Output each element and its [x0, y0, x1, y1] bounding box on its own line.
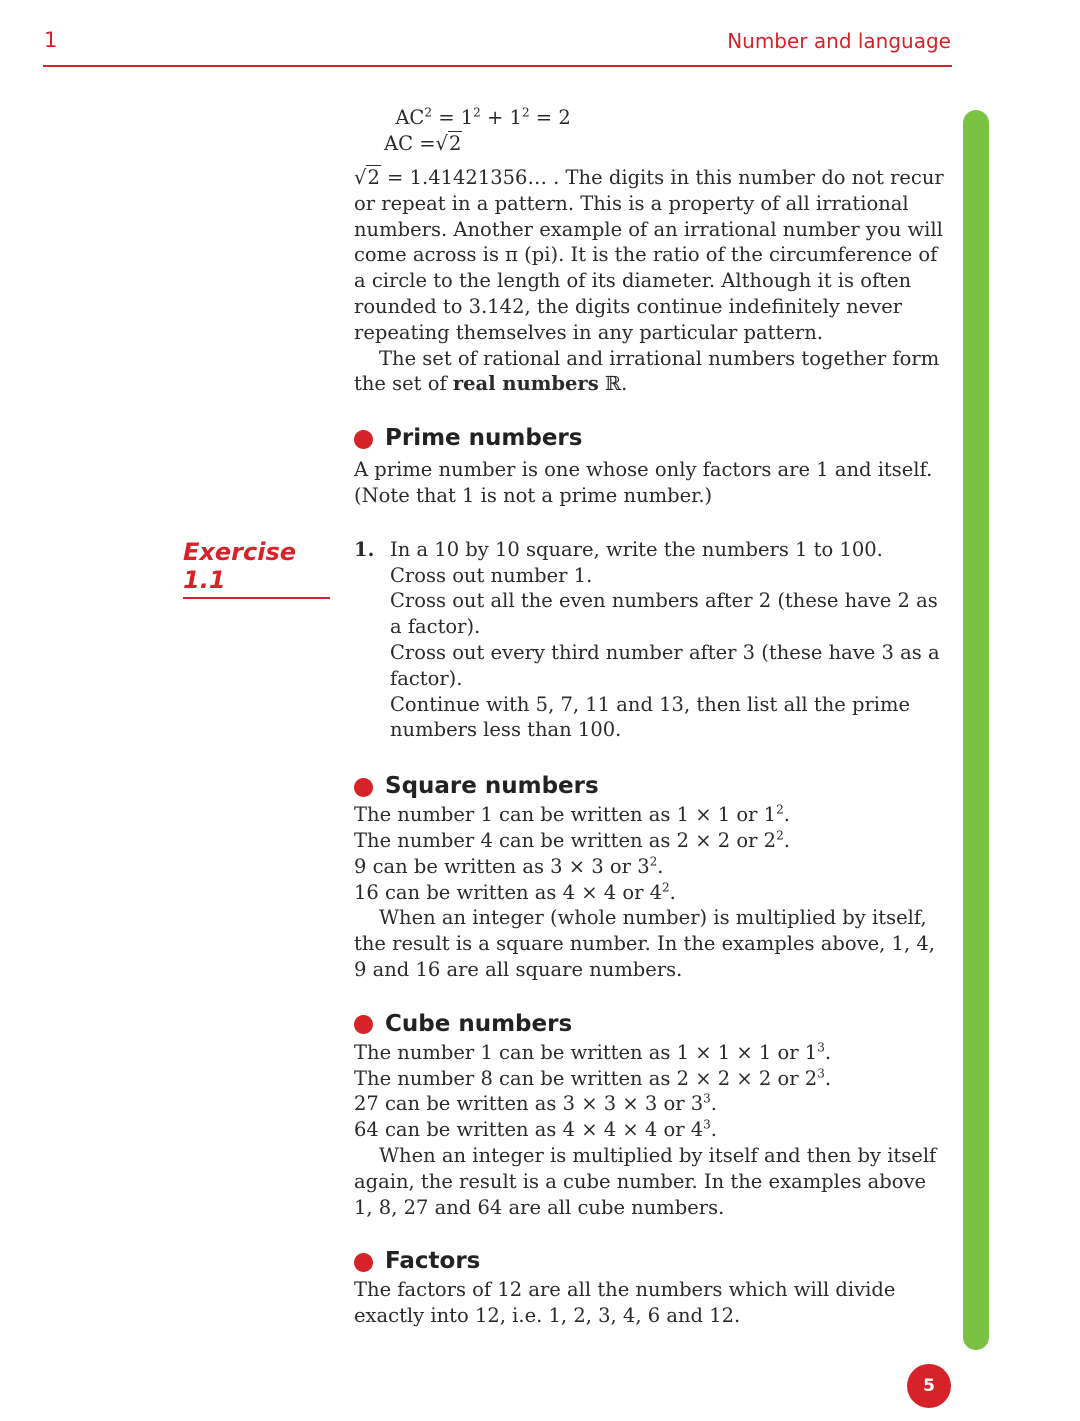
chapter-number: 1: [44, 28, 58, 52]
prime-text: A prime number is one whose only factors are 1 and itself. (Note that 1 is not a prime number.): [354, 458, 933, 507]
factors-heading: [354, 1247, 950, 1277]
header-rule: [43, 65, 952, 67]
eq1-term1-sup: 2: [473, 105, 481, 120]
square-heading-text: Square numbers: [385, 773, 599, 800]
eq1-term2: + 1: [480, 106, 522, 129]
exponent: 3: [703, 1117, 711, 1132]
exercise-label: Exercise 1.1: [183, 538, 330, 599]
cube-line: 27 can be written as 3 × 3 × 3 or 3: [354, 1092, 704, 1116]
bullet-icon: [354, 778, 373, 797]
bullet-icon: [354, 430, 373, 449]
square-example: The number 1 can be written as 1 × 1 or $1^2$.: [354, 802, 790, 827]
exercise-number: 1.: [354, 537, 375, 561]
real-numbers-term: real numbers: [452, 372, 599, 396]
equation-line-1: [378, 105, 950, 131]
real-numbers-paragraph: [354, 346, 950, 398]
eq1-sup: 2: [424, 105, 432, 120]
exercise-line: Continue with 5, 7, 11 and 13, then list all the prime numbers less than 100.: [390, 692, 911, 742]
radical-icon: √: [354, 166, 367, 189]
eq1-term1: = 1: [432, 106, 474, 129]
cube-line: The number 1 can be written as 1 × 1 × 1 or 1: [354, 1040, 818, 1064]
cube-line: 64 can be written as 4 × 4 × 4 or 4: [354, 1118, 704, 1142]
sqrt-radicand: 2: [367, 166, 380, 189]
square-example: 9 can be written as 3 × 3 or $3^2$.: [354, 854, 664, 878]
page-number: 5: [907, 1364, 951, 1408]
real-pre: The set of rational and irrational numbers together form the set of: [354, 346, 940, 396]
bullet-icon: [354, 1253, 373, 1272]
exercise-line: In a 10 by 10 square, write the numbers 1 to 100.: [390, 537, 883, 561]
factors-heading-text: Factors: [385, 1248, 481, 1275]
exponent: 2: [776, 802, 784, 817]
exponent: 3: [703, 1091, 711, 1106]
square-paragraph: When an integer (whole number) is multiplied by itself, the result is a square number. In the examples above, 1, 4, 9 and 16 are all square numbers.: [354, 906, 935, 981]
eq2-lhs: AC =: [384, 132, 436, 155]
page-content: [354, 105, 950, 1329]
exponent: 3: [817, 1040, 825, 1055]
square-line: The number 1 can be written as 1 × 1 or 1: [354, 803, 777, 827]
cube-example: The number 1 can be written as 1 × 1 × 1 or $1^3$.: [354, 1040, 832, 1064]
section-color-bar: [963, 110, 989, 1350]
cube-heading-text: Cube numbers: [385, 1010, 573, 1037]
square-line: The number 4 can be written as 2 × 2 or 2: [354, 828, 777, 852]
exponent: 2: [776, 828, 784, 843]
prime-heading-text: Prime numbers: [385, 425, 583, 452]
square-line: 9 can be written as 3 × 3 or 3: [354, 854, 650, 878]
square-line: 16 can be written as 4 × 4 or 4: [354, 880, 663, 904]
cube-heading: [354, 1010, 950, 1040]
exponent: 3: [817, 1066, 825, 1081]
square-example: The number 4 can be written as 2 × 2 or $2^2$.: [354, 828, 790, 852]
eq1-term2-sup: 2: [521, 105, 530, 120]
factors-text: The factors of 12 are all the numbers which will divide exactly into 12, i.e. 1, 2, 3, 4, 6 and 12.: [354, 1278, 896, 1328]
irrational-text: = 1.41421356… . The digits in this number do not recur or repeat in a pattern. This is a property of all irrational numbers. Another example of an irrational number you will come across is π (pi). It is the ratio of the circumference of a circle to the length of its diameter. Although it is often rounded to 3.142, the digits continue indefinitely never repeating themselves in any particular pattern.: [354, 166, 944, 344]
exercise-item: [354, 537, 950, 743]
cube-example: The number 8 can be written as 2 × 2 × 2 or $2^3$.: [354, 1066, 832, 1090]
cube-example: 64 can be written as 4 × 4 × 4 or $4^3$.: [354, 1117, 717, 1142]
exponent: 2: [649, 854, 658, 869]
bullet-icon: [354, 1015, 373, 1034]
chapter-title: Number and language: [727, 29, 951, 53]
square-heading: [354, 772, 950, 802]
cube-paragraph: When an integer is multiplied by itself and then by itself again, the result is a cube number. In the examples above 1, 8, 27 and 64 are all cube numbers.: [354, 1143, 937, 1219]
square-example: 16 can be written as 4 × 4 or $4^2$.: [354, 880, 676, 904]
cube-example: 27 can be written as 3 × 3 × 3 or $3^3$.: [354, 1091, 717, 1116]
prime-heading: [354, 424, 950, 454]
eq2-radicand: 2: [448, 132, 462, 155]
exponent: 2: [662, 880, 670, 895]
irrational-paragraph: [354, 165, 950, 346]
radical-icon: √: [435, 132, 448, 155]
exercise-body: [390, 537, 950, 743]
exercise-line: Cross out number 1.: [390, 563, 593, 587]
equation-line-2: [378, 131, 950, 157]
real-post: ℝ.: [598, 372, 628, 396]
exercise-line: Cross out all the even numbers after 2 (these have 2 as a factor).: [390, 589, 938, 639]
eq1-result: = 2: [529, 106, 571, 129]
cube-line: The number 8 can be written as 2 × 2 × 2 or 2: [354, 1066, 818, 1090]
exercise-line: Cross out every third number after 3 (these have 3 as a factor).: [390, 640, 940, 690]
eq1-lhs: AC: [395, 106, 425, 129]
